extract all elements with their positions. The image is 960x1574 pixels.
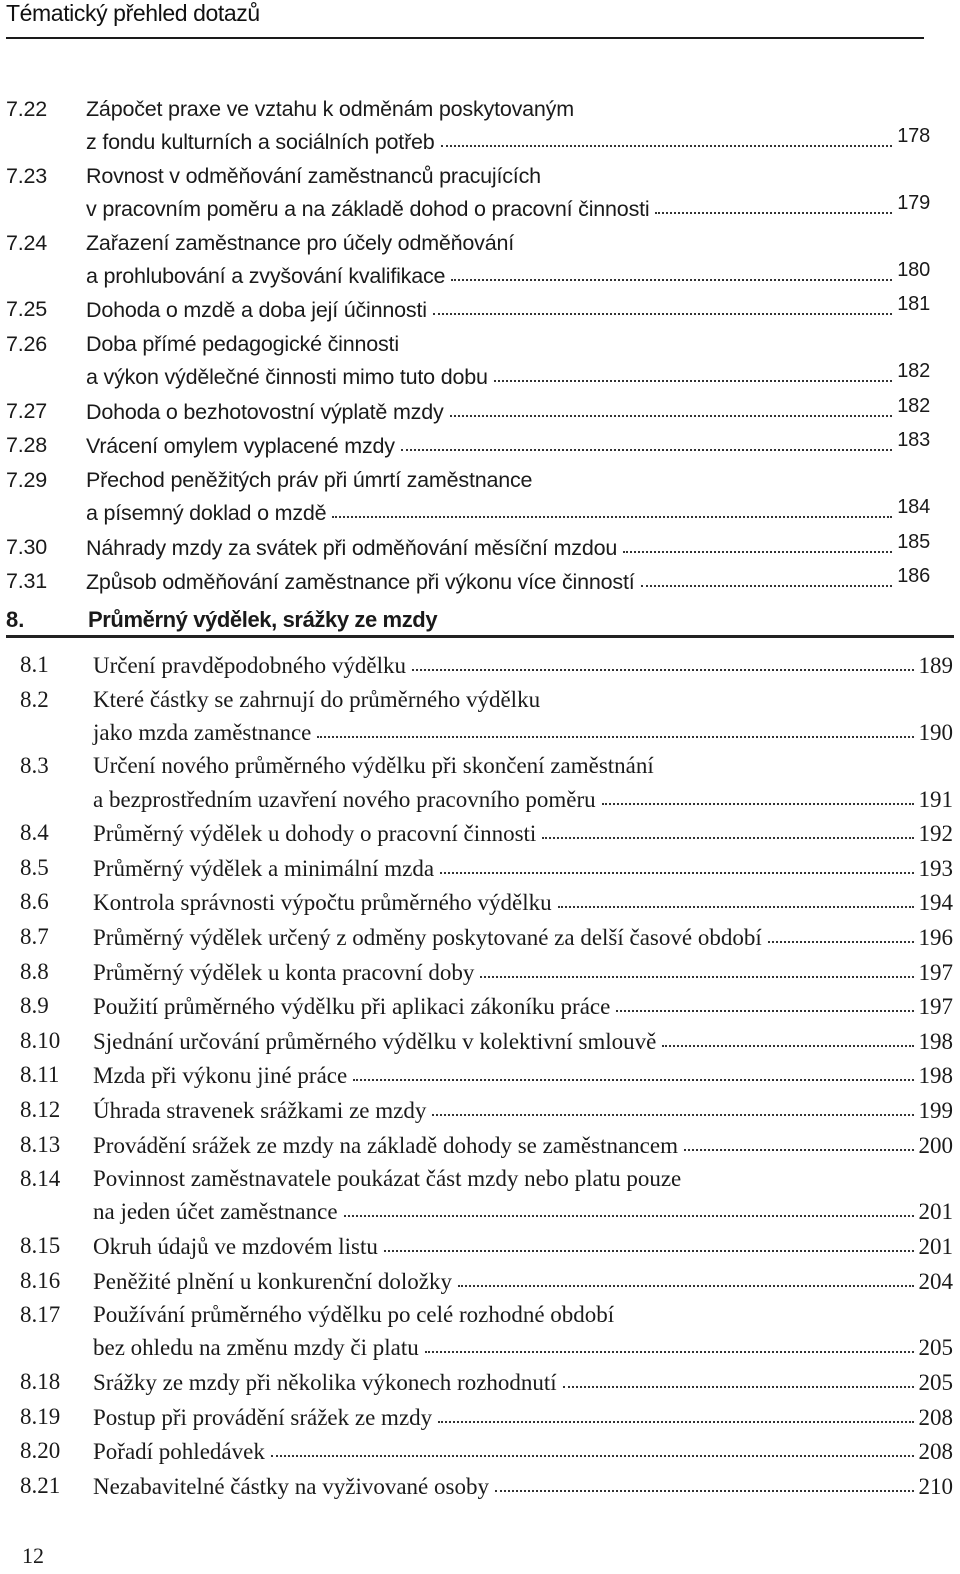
entry-title-line — [93, 716, 953, 748]
entry-page-number: 198 — [918, 1063, 953, 1089]
entry-title-line — [93, 684, 953, 716]
dot-leader — [602, 781, 914, 805]
entry-title: Průměrný výdělek u dohody o pracovní činnosti — [93, 821, 537, 847]
entry-title: Náhrady mzdy za svátek při odměňování měsíční mzdou — [86, 535, 618, 560]
chapter-number: 8. — [6, 607, 25, 632]
entry-title-line — [93, 649, 953, 681]
entry-page-number: 196 — [918, 925, 953, 950]
dot-leader — [623, 529, 892, 553]
entry-number: 8.6 — [20, 889, 49, 915]
entry-number: 8.17 — [20, 1302, 61, 1328]
entry-title-line — [93, 886, 953, 918]
entry-title-line — [86, 464, 930, 496]
entry-number: 8.3 — [20, 753, 49, 779]
dot-leader — [332, 494, 892, 518]
running-header: Tématický přehled dotazů — [6, 0, 260, 26]
dot-leader — [317, 714, 913, 738]
dot-leader — [271, 1433, 914, 1457]
toc-entry — [0, 886, 960, 918]
entry-page-number: 180 — [897, 258, 930, 281]
toc-entry — [0, 750, 960, 814]
entry-page-number: 179 — [897, 191, 930, 214]
toc-entry — [0, 93, 960, 157]
dot-leader — [353, 1057, 913, 1081]
entry-page-number: 184 — [897, 496, 930, 519]
entry-title: Srážky ze mzdy při několika výkonech rozhodnutí — [93, 1370, 557, 1395]
entry-title-line — [86, 395, 930, 427]
entry-title-line — [93, 750, 953, 782]
toc-entry — [0, 921, 960, 953]
dot-leader — [425, 1329, 914, 1353]
toc-entry — [0, 1129, 960, 1161]
toc-entry — [0, 293, 960, 325]
entry-page-number: 204 — [918, 1268, 953, 1294]
chapter-title: Průměrný výdělek, srážky ze mzdy — [88, 607, 438, 632]
entry-number: 7.24 — [6, 230, 48, 255]
entry-title: Peněžité plnění u konkurenční doložky — [93, 1268, 452, 1294]
entry-page-number: 201 — [918, 1199, 953, 1225]
entry-title-line — [86, 93, 930, 125]
entry-number: 8.16 — [20, 1267, 61, 1293]
entry-page-number: 194 — [918, 890, 953, 916]
entry-title-line — [93, 990, 953, 1022]
entry-title-line — [93, 1435, 953, 1467]
toc-entry — [0, 227, 960, 291]
entry-title-line — [86, 125, 930, 157]
entry-page-number: 182 — [897, 360, 930, 383]
entry-title-line — [93, 1025, 953, 1057]
toc-entry — [0, 160, 960, 224]
toc-entry — [0, 1366, 960, 1398]
entry-page-number: 208 — [918, 1404, 953, 1430]
toc-entry — [0, 852, 960, 884]
dot-leader — [401, 427, 892, 451]
entry-title-line — [93, 1094, 953, 1126]
entry-page-number: 205 — [918, 1370, 953, 1395]
entry-title-line — [93, 817, 953, 849]
entry-title: Vrácení omylem vyplacené mzdy — [86, 434, 395, 459]
entry-title: Určení nového průměrného výdělku při skončení zaměstnání — [93, 753, 654, 779]
dot-leader — [344, 1193, 914, 1217]
entry-title-line — [93, 1470, 953, 1502]
entry-number: 8.4 — [20, 820, 49, 846]
toc-entry — [0, 817, 960, 849]
chapter-rule — [6, 635, 954, 638]
toc-entry — [0, 649, 960, 681]
dot-leader — [641, 563, 893, 587]
entry-title: a bezprostředním uzavření nového pracovního poměru — [93, 786, 596, 812]
entry-title-line — [86, 259, 930, 291]
entry-page-number: 201 — [918, 1234, 953, 1259]
entry-page-number: 190 — [918, 719, 953, 745]
entry-title: Přechod peněžitých práv při úmrtí zaměstnance — [86, 468, 533, 492]
entry-number: 8.5 — [20, 854, 49, 880]
toc-entry — [0, 1163, 960, 1227]
entry-title-line — [86, 293, 930, 325]
entry-number: 8.9 — [20, 993, 49, 1019]
entry-title: Úhrada stravenek srážkami ze mzdy — [93, 1098, 427, 1123]
entry-title: bez ohledu na změnu mzdy či platu — [93, 1335, 419, 1361]
entry-title: a výkon výdělečné činnosti mimo tuto dobu — [86, 365, 488, 390]
dot-leader — [441, 123, 893, 147]
entry-number: 7.30 — [6, 534, 48, 559]
entry-title-line — [93, 1366, 953, 1398]
dot-leader — [563, 1364, 914, 1388]
entry-title-line — [86, 328, 930, 360]
entry-title: Zařazení zaměstnance pro účely odměňování — [86, 230, 515, 255]
entry-page-number: 178 — [897, 125, 930, 148]
header-rule — [6, 37, 924, 39]
entry-title: a písemný doklad o mzdě — [86, 501, 327, 526]
entry-number: 8.7 — [20, 924, 49, 949]
dot-leader — [558, 884, 914, 908]
entry-title: Nezabavitelné částky na vyživované osoby — [93, 1473, 489, 1499]
entry-title-line — [93, 1230, 953, 1262]
entry-number: 8.11 — [20, 1062, 60, 1088]
dot-leader — [616, 988, 913, 1012]
entry-title-line — [86, 360, 930, 392]
entry-number: 8.19 — [20, 1403, 61, 1429]
dot-leader — [433, 291, 892, 315]
entry-page-number: 205 — [918, 1335, 953, 1361]
toc-entry — [0, 1401, 960, 1433]
entry-title-line — [93, 852, 953, 884]
toc-entry — [0, 565, 960, 597]
entry-title-line — [86, 565, 930, 597]
dot-leader — [542, 815, 913, 839]
dot-leader — [662, 1023, 913, 1047]
entry-title: v pracovním poměru a na základě dohod o pracovní činnosti — [86, 196, 650, 221]
entry-title-line — [93, 1299, 953, 1331]
entry-number: 8.21 — [20, 1472, 61, 1498]
entry-title: Okruh údajů ve mzdovém listu — [93, 1234, 378, 1259]
entry-title: Použití průměrného výdělku při aplikaci zákoníku práce — [93, 994, 611, 1020]
entry-title-line — [86, 429, 930, 461]
dot-leader — [412, 647, 914, 671]
entry-title: Používání průměrného výdělku po celé rozhodné období — [93, 1302, 615, 1328]
entry-title-line — [86, 531, 930, 563]
toc-entry — [0, 395, 960, 427]
entry-title: Dohoda o mzdě a doba její účinnosti — [86, 298, 427, 323]
entry-page-number: 183 — [897, 429, 930, 452]
chapter-heading — [6, 607, 954, 641]
entry-page-number: 185 — [897, 530, 930, 553]
toc-entry — [0, 684, 960, 748]
toc-entry — [0, 1265, 960, 1297]
entry-number: 8.13 — [20, 1131, 61, 1157]
entry-title-line — [93, 1059, 953, 1091]
dot-leader — [480, 954, 913, 978]
entry-title: na jeden účet zaměstnance — [93, 1199, 338, 1225]
entry-page-number: 199 — [918, 1098, 953, 1123]
entry-title-line — [93, 1265, 953, 1297]
dot-leader — [432, 1092, 913, 1116]
entry-title-line — [93, 956, 953, 988]
entry-title: Sjednání určování průměrného výdělku v kolektivní smlouvě — [93, 1028, 657, 1054]
entry-page-number: 192 — [918, 821, 953, 847]
toc-entry — [0, 531, 960, 563]
toc-entry — [0, 328, 960, 392]
entry-title-line — [93, 1129, 953, 1161]
dot-leader — [451, 257, 892, 281]
dot-leader — [684, 1127, 914, 1151]
entry-number: 8.15 — [20, 1233, 61, 1258]
entry-title-line — [86, 227, 930, 259]
page-folio: 12 — [22, 1543, 44, 1568]
entry-number: 8.10 — [20, 1027, 61, 1053]
entry-number: 8.14 — [20, 1166, 61, 1192]
entry-page-number: 191 — [918, 786, 953, 812]
dot-leader — [458, 1263, 914, 1287]
entry-title: Zápočet praxe ve vztahu k odměnám poskytovaným — [86, 97, 574, 121]
toc-entry — [0, 1230, 960, 1262]
entry-number: 7.26 — [6, 332, 48, 356]
entry-number: 7.27 — [6, 398, 48, 423]
entry-title: Způsob odměňování zaměstnance při výkonu více činností — [86, 570, 635, 595]
entry-title: Určení pravděpodobného výdělku — [93, 653, 406, 678]
toc-entry — [0, 429, 960, 461]
entry-title: Průměrný výdělek u konta pracovní doby — [93, 959, 475, 985]
entry-page-number: 186 — [897, 565, 930, 588]
dot-leader — [494, 358, 893, 382]
toc-entry — [0, 1299, 960, 1363]
dot-leader — [495, 1468, 914, 1492]
entry-title: Dohoda o bezhotovostní výplatě mzdy — [86, 399, 444, 424]
dot-leader — [768, 919, 914, 943]
entry-number: 7.22 — [6, 97, 48, 121]
entry-page-number: 182 — [897, 394, 930, 417]
entry-title: z fondu kulturních a sociálních potřeb — [86, 130, 435, 155]
entry-title: Provádění srážek ze mzdy na základě dohody se zaměstnancem — [93, 1132, 678, 1158]
entry-number: 8.20 — [20, 1438, 61, 1464]
entry-title-line — [86, 192, 930, 224]
entry-title: Průměrný výdělek určený z odměny poskytované za delší časové období — [93, 925, 762, 950]
toc-entry — [0, 1025, 960, 1057]
entry-page-number: 193 — [918, 855, 953, 881]
dot-leader — [440, 850, 913, 874]
toc-entry — [0, 1059, 960, 1091]
entry-title: Pořadí pohledávek — [93, 1439, 265, 1465]
entry-number: 7.28 — [6, 433, 48, 458]
dot-leader — [438, 1399, 913, 1423]
entry-title: Průměrný výdělek a minimální mzda — [93, 855, 435, 881]
entry-title-line — [86, 496, 930, 528]
toc-entry — [0, 1094, 960, 1126]
entry-title-line — [93, 783, 953, 815]
entry-title: Které částky se zahrnují do průměrného výdělku — [93, 686, 541, 712]
entry-page-number: 210 — [918, 1473, 953, 1499]
entry-title-line — [93, 1331, 953, 1363]
dot-leader — [384, 1228, 914, 1252]
entry-title: Doba přímé pedagogické činnosti — [86, 332, 399, 356]
entry-number: 7.23 — [6, 163, 48, 188]
toc-entry — [0, 956, 960, 988]
toc-entry — [0, 990, 960, 1022]
entry-number: 7.31 — [6, 569, 48, 594]
entry-number: 8.8 — [20, 958, 49, 984]
entry-page-number: 189 — [918, 653, 953, 678]
entry-title: Mzda při výkonu jiné práce — [93, 1063, 348, 1089]
entry-title: jako mzda zaměstnance — [93, 719, 312, 745]
entry-page-number: 197 — [918, 994, 953, 1020]
entry-number: 7.25 — [6, 297, 48, 322]
toc-entry — [0, 464, 960, 528]
entry-page-number: 208 — [918, 1439, 953, 1465]
entry-title: a prohlubování a zvyšování kvalifikace — [86, 263, 446, 288]
entry-page-number: 181 — [897, 293, 930, 316]
entry-page-number: 198 — [918, 1028, 953, 1054]
entry-title: Kontrola správnosti výpočtu průměrného výdělku — [93, 890, 552, 916]
entry-page-number: 200 — [918, 1132, 953, 1158]
entry-number: 8.2 — [20, 686, 49, 712]
entry-number: 8.12 — [20, 1097, 61, 1122]
entry-number: 8.18 — [20, 1369, 61, 1394]
dot-leader — [450, 393, 893, 417]
toc-entry — [0, 1470, 960, 1502]
entry-title-line — [93, 921, 953, 953]
entry-number: 8.1 — [20, 652, 49, 677]
entry-title: Postup při provádění srážek ze mzdy — [93, 1404, 433, 1430]
entry-title-line — [86, 160, 930, 192]
entry-title-line — [93, 1195, 953, 1227]
entry-title-line — [93, 1163, 953, 1195]
toc-entry — [0, 1435, 960, 1467]
entry-title: Rovnost v odměňování zaměstnanců pracujících — [86, 163, 541, 188]
entry-page-number: 197 — [918, 959, 953, 985]
entry-title-line — [93, 1401, 953, 1433]
entry-number: 7.29 — [6, 468, 48, 492]
dot-leader — [655, 190, 892, 214]
entry-title: Povinnost zaměstnavatele poukázat část mzdy nebo platu pouze — [93, 1166, 682, 1192]
